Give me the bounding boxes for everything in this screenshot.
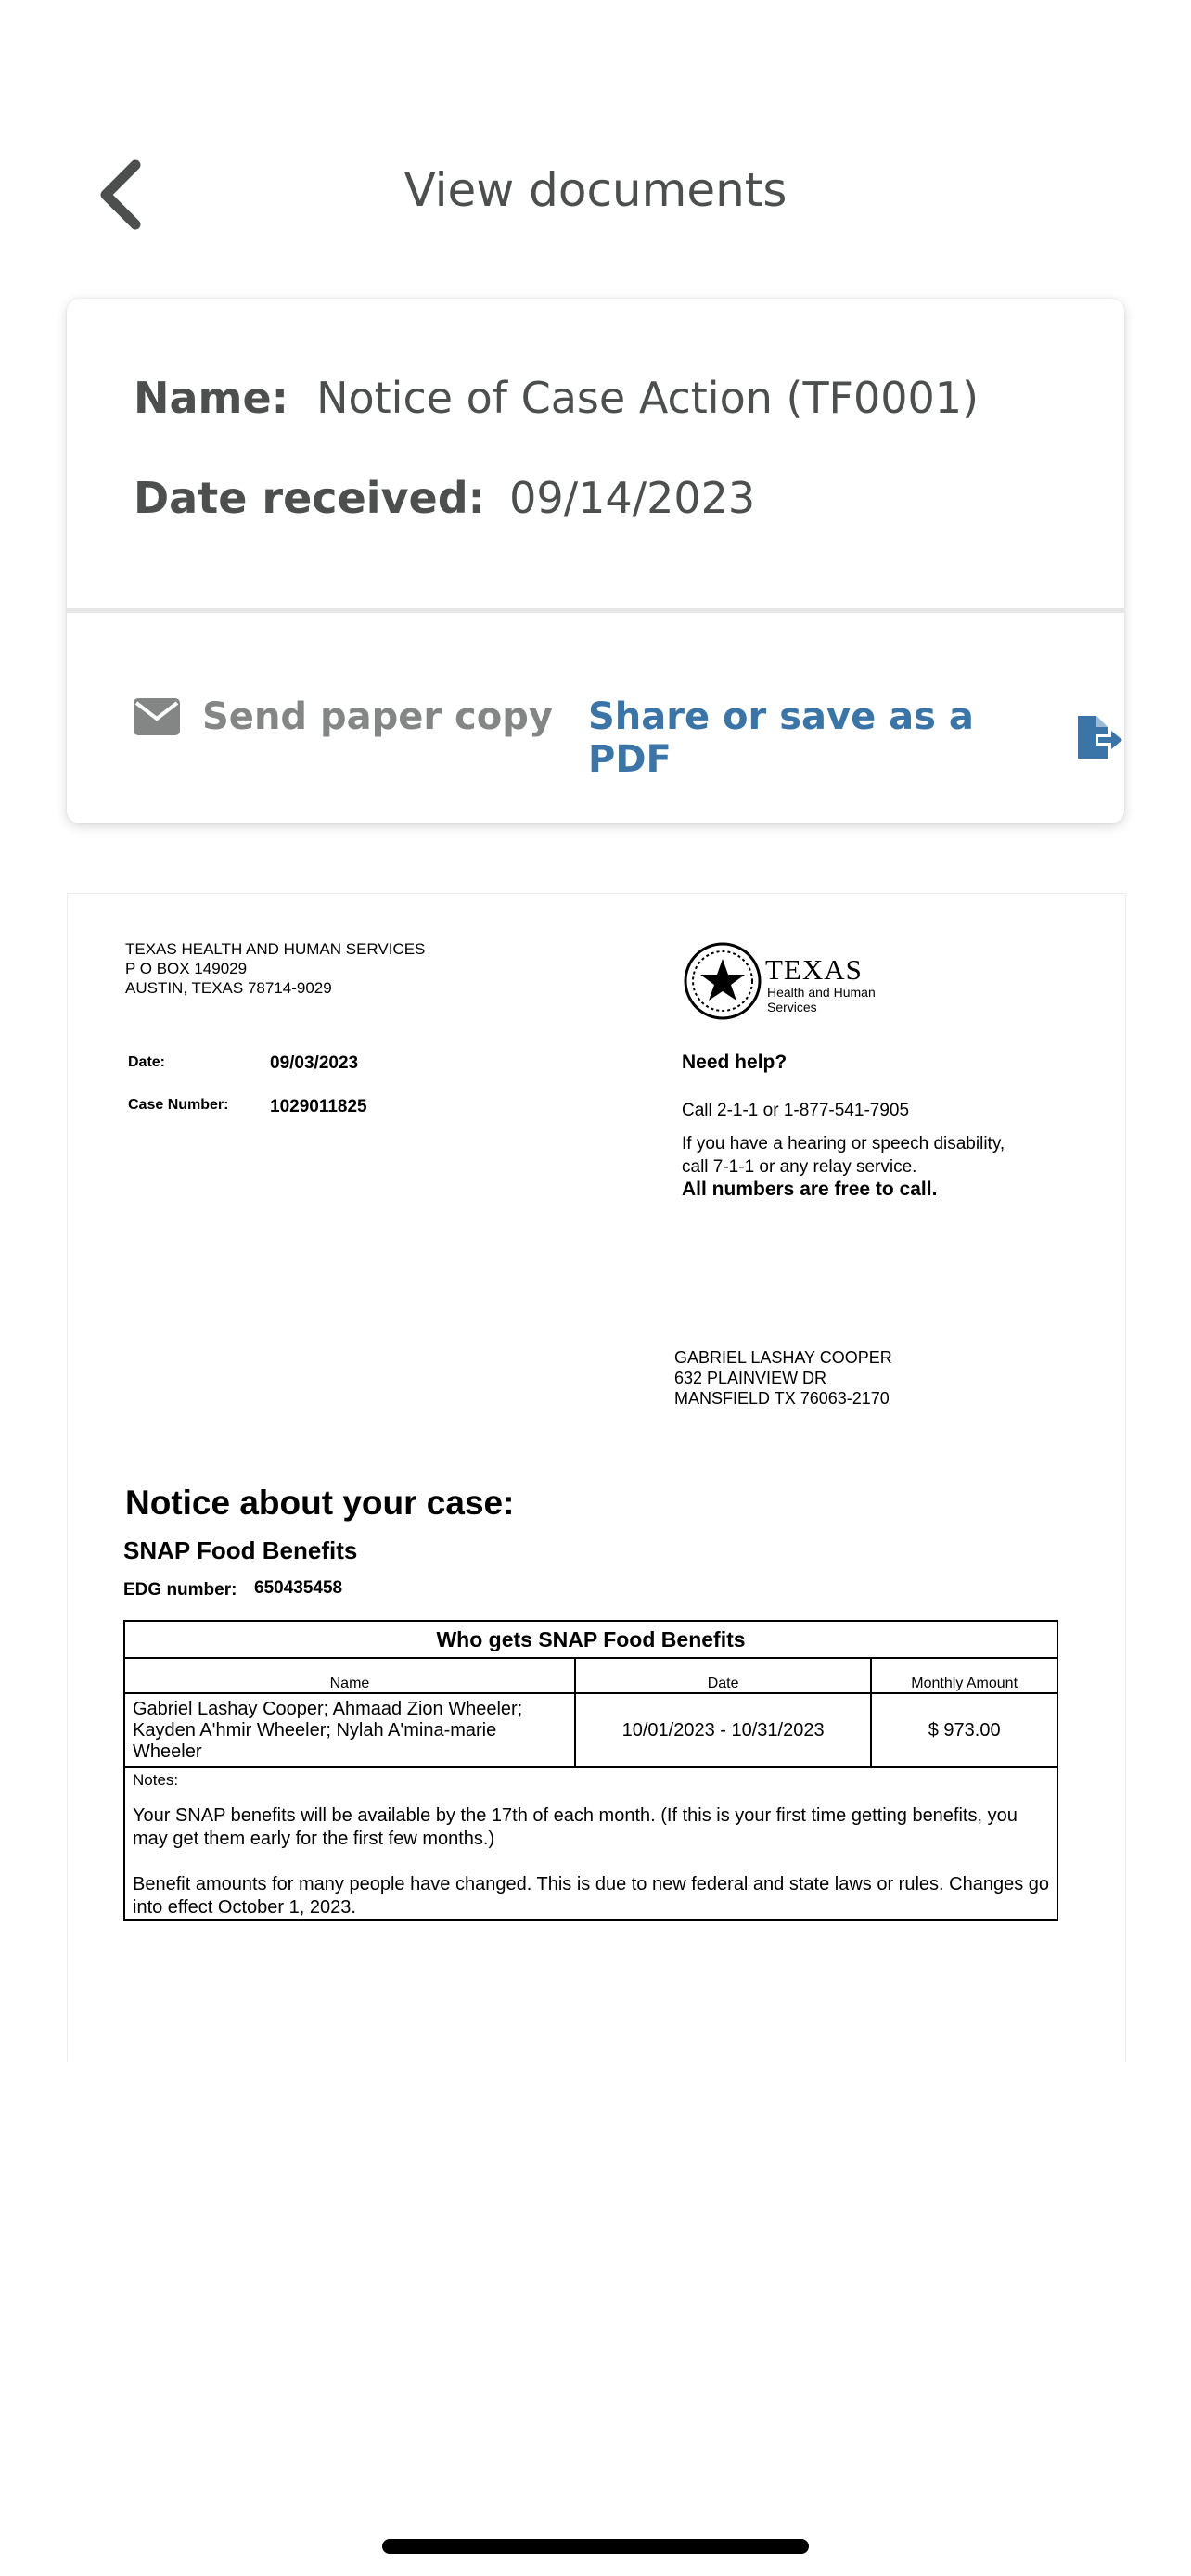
edg-number-value: 650435458: [254, 1578, 343, 1598]
share-file-icon: [1076, 716, 1124, 760]
logo-subtitle-line: Health and Human: [767, 985, 876, 1000]
help-hearing-1: If you have a hearing or speech disability,: [682, 1134, 1005, 1154]
logo-subtitle-line: Services: [767, 1000, 817, 1014]
logo-title: TEXAS: [765, 953, 863, 986]
document-name-row: [134, 373, 979, 423]
column-header-name: Name: [124, 1658, 575, 1693]
notice-title: Notice about your case:: [125, 1484, 515, 1522]
notes-row: [124, 1767, 1057, 1920]
envelope-icon: [134, 698, 180, 735]
document-name-label: Name:: [134, 373, 289, 423]
column-header-date: Date: [575, 1658, 871, 1693]
recipient-name: GABRIEL LASHAY COOPER: [674, 1348, 892, 1367]
note-paragraph: Your SNAP benefits will be available by the 17th of each month. (If this is your first time getting benefits, you may get them early for the first few months.): [133, 1805, 1018, 1849]
case-number-value: 1029011825: [270, 1097, 367, 1116]
sender-line: AUSTIN, TEXAS 78714-9029: [125, 979, 332, 997]
case-number-label: Case Number:: [128, 1097, 229, 1113]
sender-line: TEXAS HEALTH AND HUMAN SERVICES: [125, 940, 426, 958]
page-title: View documents: [403, 163, 788, 217]
recipient-address: [674, 1347, 892, 1409]
recipient-names: Gabriel Lashay Cooper; Ahmaad Zion Wheeler; Kayden A'hmir Wheeler; Nylah A'mina-marie Wheeler: [124, 1693, 575, 1767]
letter-date-label: Date:: [128, 1054, 166, 1070]
note-paragraph: Benefit amounts for many people have changed. This is due to new federal and state laws or rules. Changes go into effect October 1, 2023.: [133, 1874, 1050, 1918]
notes-cell: [124, 1767, 1057, 1920]
document-preview[interactable]: [67, 893, 1126, 2062]
send-paper-copy-label: Send paper copy: [202, 695, 553, 738]
share-pdf-button[interactable]: [588, 695, 1124, 781]
help-hearing-2: call 7-1-1 or any relay service.: [682, 1157, 917, 1177]
sender-line: P O BOX 149029: [125, 960, 248, 977]
help-free: All numbers are free to call.: [682, 1179, 938, 1200]
edg-number-label: EDG number:: [123, 1580, 237, 1600]
recipient-city: MANSFIELD TX 76063-2170: [674, 1389, 890, 1408]
help-call: Call 2-1-1 or 1-877-541-7905: [682, 1101, 910, 1120]
table-row: [124, 1693, 1057, 1767]
column-header-amount: Monthly Amount: [871, 1658, 1057, 1693]
document-name-value: Notice of Case Action (TF0001): [316, 373, 980, 423]
help-title: Need help?: [682, 1052, 788, 1073]
share-pdf-label: Share or save as a PDF: [588, 695, 974, 781]
logo-subtitle: [767, 985, 876, 1014]
recipient-street: 632 PLAINVIEW DR: [674, 1369, 827, 1387]
home-indicator[interactable]: [382, 2539, 809, 2554]
monthly-amount: $ 973.00: [871, 1693, 1057, 1767]
date-received-row: [134, 473, 755, 523]
texas-seal-icon: [684, 942, 762, 1020]
program-name: SNAP Food Benefits: [123, 1537, 358, 1564]
date-received-label: Date received:: [134, 473, 486, 523]
send-paper-copy-button[interactable]: [134, 695, 553, 738]
sender-address: [125, 939, 425, 998]
document-info-card: [67, 299, 1124, 823]
date-received-value: 09/14/2023: [509, 473, 756, 523]
benefit-period: 10/01/2023 - 10/31/2023: [575, 1693, 871, 1767]
card-divider: [67, 608, 1124, 613]
header: [0, 139, 1191, 250]
hhs-logo: [684, 942, 888, 1026]
table-title: Who gets SNAP Food Benefits: [124, 1621, 1057, 1658]
notes-label: Notes:: [133, 1771, 179, 1789]
snap-benefits-table: [123, 1620, 1058, 1921]
table-header-row: [124, 1658, 1057, 1693]
letter-date-value: 09/03/2023: [270, 1053, 359, 1073]
